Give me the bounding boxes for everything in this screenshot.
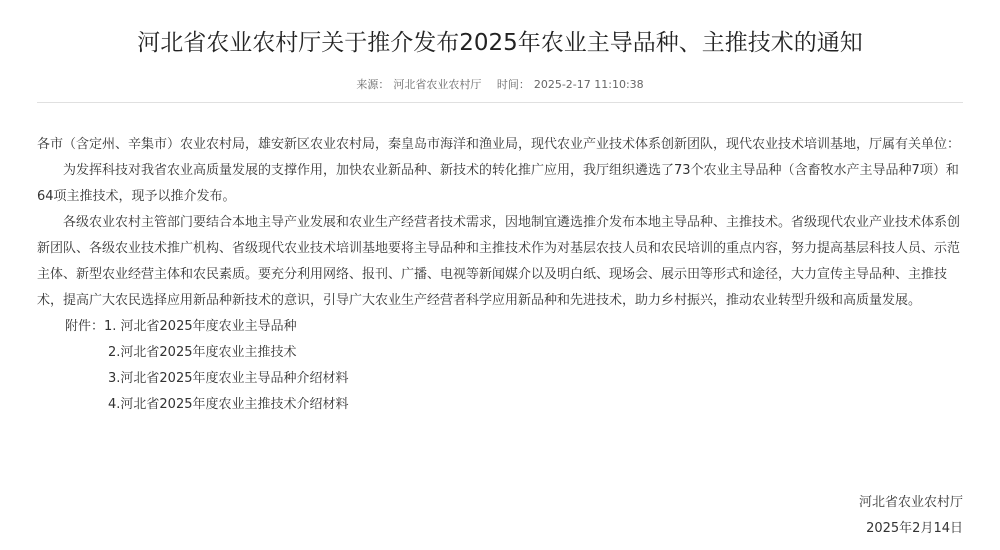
source-label: 来源： — [356, 78, 390, 91]
time-value: 2025-2-17 11:10:38 — [533, 78, 644, 91]
article-meta — [0, 78, 1000, 92]
divider — [37, 102, 963, 103]
attachment-row — [37, 392, 967, 418]
salutation: 各市（含定州、辛集市）农业农村局，雄安新区农业农村局，秦皇岛市海洋和渔业局，现代农业产业技术体系创新团队，现代农业技术培训基地，厅属有关单位： — [37, 137, 961, 152]
signature — [859, 490, 963, 542]
signature-org: 河北省农业农村厅 — [858, 495, 963, 510]
paragraph-1: 为发挥科技对我省农业高质量发展的支撑作用，加快农业新品种、新技术的转化推广应用，我厅组织遴选了73个农业主导品种（含畜牧水产主导品种7项）和64项主推技术，现予以推介发布。 — [37, 163, 959, 204]
article-body — [37, 132, 967, 418]
attachments — [37, 314, 967, 418]
source-value: 河北省农业农村厅 — [393, 78, 482, 91]
paragraph-2: 各级农业农村主管部门要结合本地主导产业发展和农业生产经营者技术需求，因地制宜遴选推介发布本地主导品种、主推技术。省级现代农业产业技术体系创新团队、各级农业技术推广机构、省级现代农业技术培训基地要将主导品种和主推技术作为对基层农技人员和农民培训的重点内容，努力提高基层科技人员、示范主体、新型农业经营主体和农民素质。要充分利用网络、报刊、广播、电视等新闻媒介以及明白纸、现场会、展示田等形式和途径，大力宣传主导品种、主推技术，提高广大农民选择应用新品种新技术的意识，引导广大农业生产经营者科学应用新品种和先进技术，助力乡村振兴，推动农业转型升级和高质量发展。 — [37, 215, 961, 308]
attachment-item: 2.河北省2025年度农业主推技术 — [108, 345, 297, 360]
attachment-row — [37, 340, 967, 366]
attachment-item: 3.河北省2025年度农业主导品种介绍材料 — [108, 371, 349, 386]
time-label: 时间： — [496, 78, 530, 91]
attachment-row — [37, 314, 967, 340]
attachment-item: 4.河北省2025年度农业主推技术介绍材料 — [108, 397, 349, 412]
attachments-label: 附件： — [65, 319, 105, 334]
attachment-item: 1. 河北省2025年度农业主导品种 — [104, 319, 297, 334]
page-title: 河北省农业农村厅关于推介发布2025年农业主导品种、主推技术的通知 — [137, 30, 863, 56]
signature-date: 2025年2月14日 — [866, 521, 963, 536]
attachment-row — [37, 366, 967, 392]
